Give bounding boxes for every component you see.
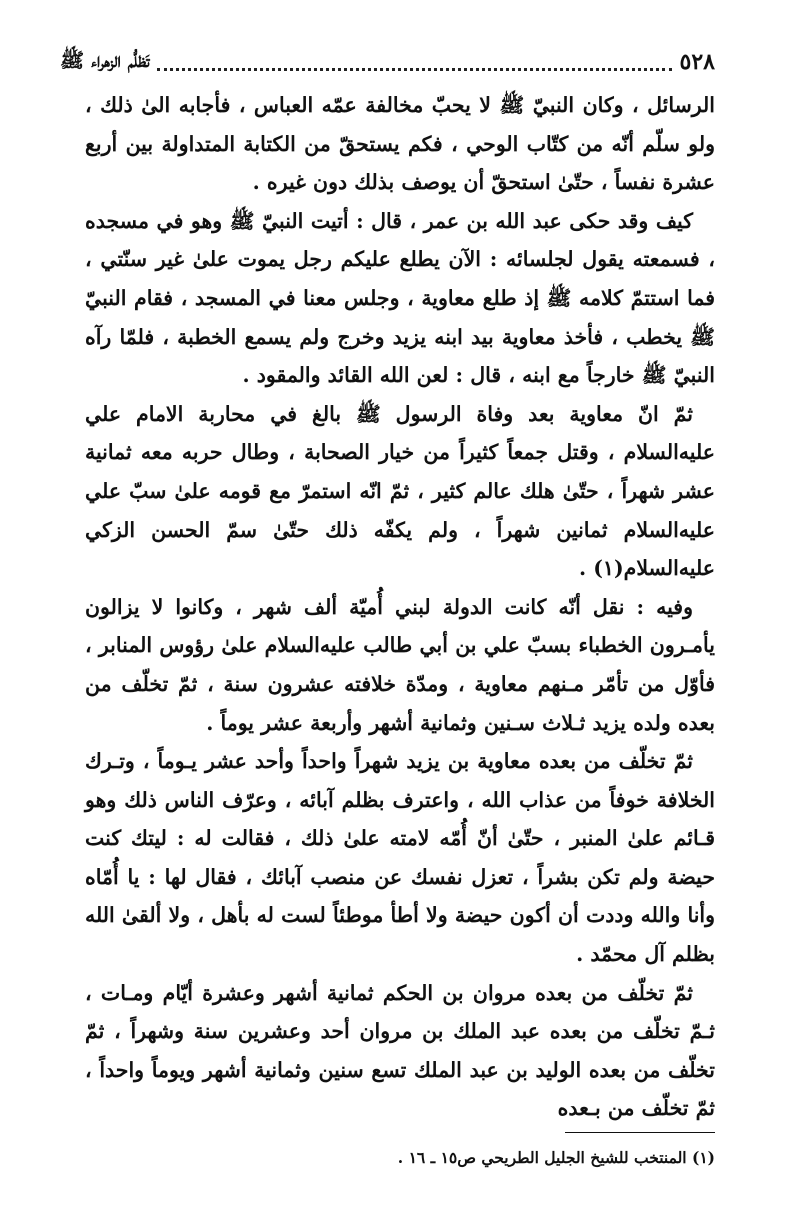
paragraph: الرسائل ، وكان النبيّ ﷺ لا يحبّ مخالفة عمّه العباس ، فأجابه الىٰ ذلك ، ولو سلّم أنّه من كتّاب الوحي ، فكم يستحقّ من الكتابة المتداولة بين أربع عشرة نفساً ، حتّىٰ استحقّ أن يوصف بذلك دون غيره . bbox=[85, 93, 715, 195]
paragraph: ثمّ تخلّف من بعده مروان بن الحكم ثمانية أشهر وعشرة أيّام ومـات ، ثـمّ تخلّف من بعده عبد الملك بن مروان أحد وعشرين سنة وشهراً ، ثمّ تخلّف من بعده الوليد بن عبد الملك تسع سنين وثمانية أشهر ويوماً واحداً ، ثمّ تخلّف من بـعده bbox=[85, 980, 715, 1121]
header-dot-leader bbox=[157, 58, 671, 71]
running-title: تَظلُّم الزهراء ﷺ bbox=[60, 47, 150, 72]
footnote-separator bbox=[565, 1132, 715, 1133]
paragraph: ثمّ تخلّف من بعده معاوية بن يزيد شهراً واحداً وأحد عشر يـوماً ، وتـرك الخلافة خوفاً من عذاب الله ، واعترف بظلم آبائه ، وعرّف الناس ذلك وهو قـائم علىٰ المنبر ، حتّىٰ أنّ أُمّه لامته علىٰ ذلك ، فقالت له : ليتك كنت حيضة ولم تكن بشراً ، تعزل نفسك عن منصب آبائك ، فقال لها : يا أُمّاه وأنا والله وددت أن أكون حيضة ولا أطأ موطئاً لست له بأهل ، ولا ألقىٰ الله بظلم آل محمّد . bbox=[85, 749, 716, 967]
paragraph: ثمّ انّ معاوية بعد وفاة الرسول ﷺ بالغ في محاربة الامام علي عليه‌السلام ، وقتل جمعاً كثيراً من خيار الصحابة ، وطال حربه معه ثمانية عشر شهراً ، حتّىٰ هلك عالم كثير ، ثمّ انّه استمرّ مع قومه علىٰ سبّ علي عليه‌السلام ثمانين شهراً ، ولم يكفّه ذلك حتّىٰ سمّ الحسن الزكي عليه‌السلام(١) . bbox=[85, 401, 715, 581]
footnote: (١) المنتخب للشيخ الجليل الطريحي ص١٥ ـ ١٦ . bbox=[397, 1148, 715, 1167]
paragraph: وفيه : نقل أنّه كانت الدولة لبني أُميّة ألف شهر ، وكانوا لا يزالون يأمـرون الخطباء بسبّ علي بن أبي طالب عليه‌السلام علىٰ رؤوس المنابر ، فأوّل من تأمّر مـنهم معاوية ، ومدّة خلافته عشرون سنة ، ثمّ تخلّف من بعده ولده يزيد ثـلاث سـنين وثمانية أشهر وأربعة عشر يوماً . bbox=[85, 594, 715, 735]
main-text bbox=[85, 86, 715, 1128]
paragraph: كيف وقد حكى عبد الله بن عمر ، قال : أتيت النبيّ ﷺ وهو في مسجده ، فسمعته يقول لجلسائه : الآن يطلع عليكم رجل يموت علىٰ غير سنّتي ، فما استتمّ كلامه ﷺ إذ طلع معاوية ، وجلس معنا في المسجد ، فقام النبيّ ﷺ يخطب ، فأخذ معاوية بيد ابنه يزيد وخرج ولم يسمع الخطبة ، فلمّا رآه النبيّ ﷺ خارجاً مع ابنه ، قال : لعن الله القائد والمقود . bbox=[85, 208, 715, 388]
page-header bbox=[60, 44, 715, 80]
page-number: ٥٢٨ bbox=[679, 49, 715, 75]
